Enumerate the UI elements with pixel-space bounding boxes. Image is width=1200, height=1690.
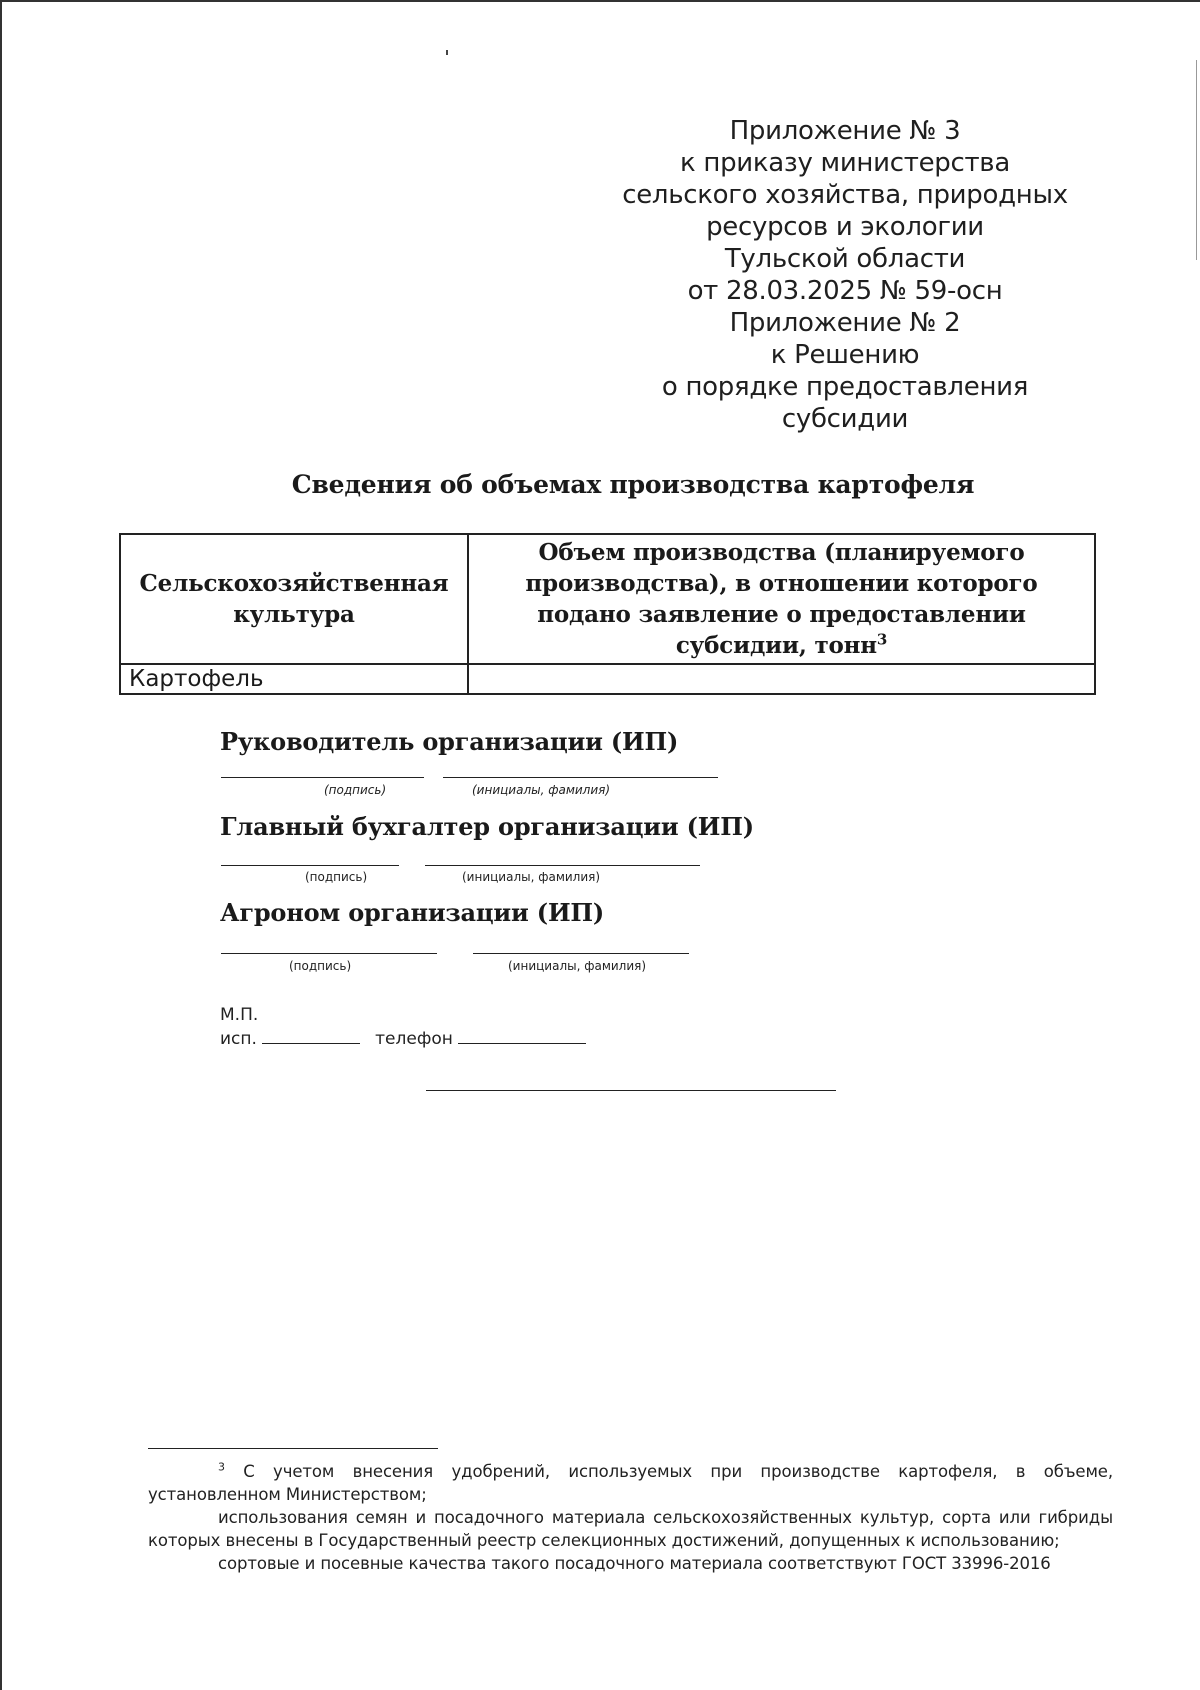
footnote-text: С учетом внесения удобрений, используемых при производстве картофеля, в объеме, установленном Министерством; [148, 1462, 1113, 1504]
signature-caption: (подпись) [324, 783, 387, 797]
scan-speck [446, 50, 448, 55]
name-line-agronomist[interactable] [473, 953, 689, 954]
signature-heading-agronomist: Агроном организации (ИП) [220, 898, 605, 927]
header-line: ресурсов и экологии [706, 212, 984, 242]
footnote-paragraph: сортовые и посевные качества такого посадочного материала соответствуют ГОСТ 33996-2016 [218, 1554, 1051, 1573]
name-caption: (инициалы, фамилия) [462, 870, 601, 884]
header-line: о порядке предоставления [661, 372, 1029, 402]
contact-row [220, 1029, 586, 1049]
name-caption: (инициалы, фамилия) [508, 959, 647, 973]
name-caption: (инициалы, фамилия) [472, 783, 611, 797]
production-table [119, 533, 1096, 695]
cell-crop: Картофель [120, 664, 468, 694]
page-border-left [0, 0, 2, 1690]
column-header-volume-label: Объем производства (планируемого производства), в отношении которого подано заявление о предоставлении субсидии, тонн [525, 539, 1038, 659]
page-edge-right [1196, 60, 1197, 260]
signature-caption: (подпись) [305, 870, 368, 884]
column-header-volume [468, 534, 1095, 664]
column-header-crop [120, 534, 468, 664]
header-line: к Решению [770, 340, 920, 370]
footnote-paragraph: использования семян и посадочного материала сельскохозяйственных культур, сорта или гибриды которых внесены в Государственный реестр селекционных достижений, допущенных к использованию; [148, 1508, 1113, 1550]
phone-label: телефон [375, 1029, 453, 1049]
header-line: к приказу министерства [680, 148, 1010, 178]
footnote-mark: 3 [218, 1460, 225, 1474]
table-row [120, 664, 1095, 694]
executor-field[interactable] [262, 1029, 360, 1044]
footnote-reference[interactable]: 3 [876, 630, 888, 649]
document-title: Сведения об объемах производства картофеля [291, 470, 975, 499]
executor-label: исп. [220, 1029, 257, 1049]
header-line: Тульской области [724, 244, 966, 274]
header-line: сельского хозяйства, природных [622, 180, 1068, 210]
appendix-header [620, 115, 1070, 435]
name-line-accountant[interactable] [425, 865, 700, 866]
cell-volume[interactable] [468, 664, 1095, 694]
signature-line-director[interactable] [221, 777, 424, 778]
footnote-separator [148, 1448, 438, 1449]
column-header-crop-label: Сельскохозяйственная культура [139, 570, 449, 628]
signature-line-agronomist[interactable] [221, 953, 437, 954]
header-line: от 28.03.2025 № 59-осн [687, 276, 1003, 306]
signature-heading-director: Руководитель организации (ИП) [220, 727, 679, 756]
signature-heading-accountant: Главный бухгалтер организации (ИП) [220, 812, 754, 841]
stamp-label: М.П. [220, 1005, 259, 1025]
phone-field[interactable] [458, 1029, 586, 1044]
signature-line-accountant[interactable] [221, 865, 399, 866]
header-line: Приложение № 3 [729, 116, 961, 146]
header-line: субсидии [781, 404, 909, 434]
end-separator [426, 1090, 836, 1091]
name-line-director[interactable] [443, 777, 718, 778]
footnote [148, 1460, 1113, 1575]
table-header-row [120, 534, 1095, 664]
header-line: Приложение № 2 [729, 308, 961, 338]
page-border-top [0, 0, 1200, 2]
signature-caption: (подпись) [289, 959, 352, 973]
footnote-paragraph [148, 1460, 1113, 1506]
